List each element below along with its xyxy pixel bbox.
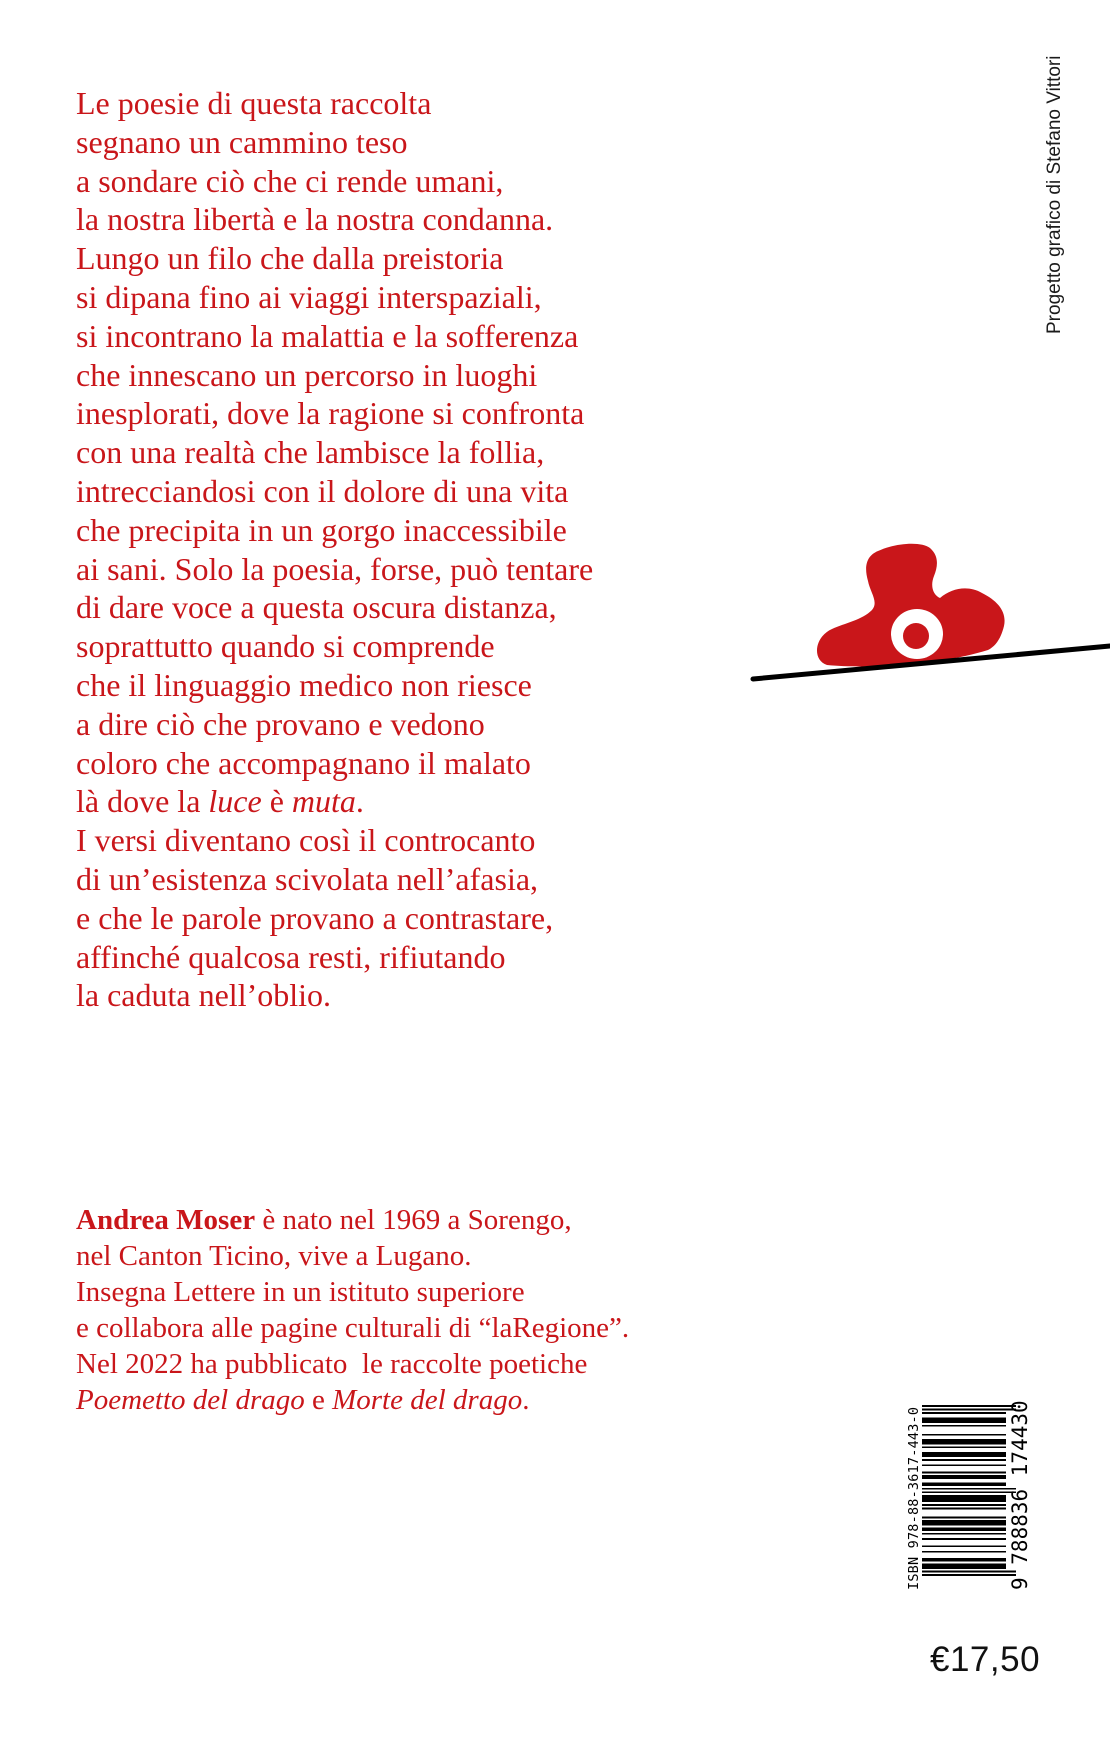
author-bio bbox=[76, 1202, 629, 1418]
poem-line: coloro che accompagnano il malato bbox=[76, 744, 531, 781]
poem-line: si dipana fino ai viaggi interspaziali, bbox=[76, 278, 542, 315]
price-label: €17,50 bbox=[930, 1640, 1041, 1679]
poem-line: che precipita in un gorgo inaccessibile bbox=[76, 511, 567, 548]
bio-line: nel Canton Ticino, vive a Lugano. bbox=[76, 1240, 472, 1272]
isbn-label: ISBN 978-88-3617-443-0 bbox=[906, 1406, 922, 1590]
poem-blurb bbox=[76, 84, 593, 1015]
poem-line: affinché qualcosa resti, rifiutando bbox=[76, 938, 506, 975]
bio-line: Andrea Moser è nato nel 1969 a Sorengo, bbox=[76, 1204, 572, 1236]
poem-line: là dove la luce è muta. bbox=[76, 783, 364, 820]
poem-line: di un’esistenza scivolata nell’afasia, bbox=[76, 860, 539, 897]
poem-line: inesplorati, dove la ragione si confronta bbox=[76, 395, 585, 432]
poem-line: ai sani. Solo la poesia, forse, può tentare bbox=[76, 550, 594, 587]
bio-line: Nel 2022 ha pubblicato le raccolte poetiche bbox=[76, 1348, 588, 1380]
bio-line: Insegna Lettere in un istituto superiore bbox=[76, 1276, 525, 1308]
barcode-bars-icon bbox=[922, 1400, 1016, 1590]
poem-line: soprattutto quando si comprende bbox=[76, 628, 495, 665]
designer-credit: Progetto grafico di Stefano Vittori bbox=[1044, 55, 1065, 334]
poem-line: intrecciandosi con il dolore di una vita bbox=[76, 472, 569, 509]
poem-line: e che le parole provano a contrastare, bbox=[76, 899, 554, 936]
bio-line: Poemetto del drago e Morte del drago. bbox=[76, 1384, 530, 1416]
publisher-blob-eye-logo-icon bbox=[740, 520, 1110, 700]
poem-line: I versi diventano così il controcanto bbox=[76, 822, 536, 859]
logo-eye-pupil bbox=[903, 623, 929, 649]
poem-line: si incontrano la malattia e la sofferenza bbox=[76, 317, 579, 354]
poem-line: che il linguaggio medico non riesce bbox=[76, 666, 532, 703]
poem-line: la nostra libertà e la nostra condanna. bbox=[76, 201, 554, 238]
poem-line: a sondare ciò che ci rende umani, bbox=[76, 162, 504, 199]
poem-line: Le poesie di questa raccolta bbox=[76, 85, 432, 121]
poem-line: a dire ciò che provano e vedono bbox=[76, 705, 485, 742]
barcode bbox=[906, 1400, 1032, 1590]
poem-line: che innescano un percorso in luoghi bbox=[76, 356, 538, 393]
bio-line: e collabora alle pagine culturali di “laRegione”. bbox=[76, 1312, 630, 1344]
poem-line: di dare voce a questa oscura distanza, bbox=[76, 589, 557, 626]
poem-line: la caduta nell’oblio. bbox=[76, 977, 332, 1014]
poem-line: segnano un cammino teso bbox=[76, 123, 408, 160]
poem-line: Lungo un filo che dalla preistoria bbox=[76, 240, 504, 277]
poem-line: con una realtà che lambisce la follia, bbox=[76, 434, 545, 471]
barcode-digits: 9 788836 174430 bbox=[1008, 1400, 1032, 1590]
